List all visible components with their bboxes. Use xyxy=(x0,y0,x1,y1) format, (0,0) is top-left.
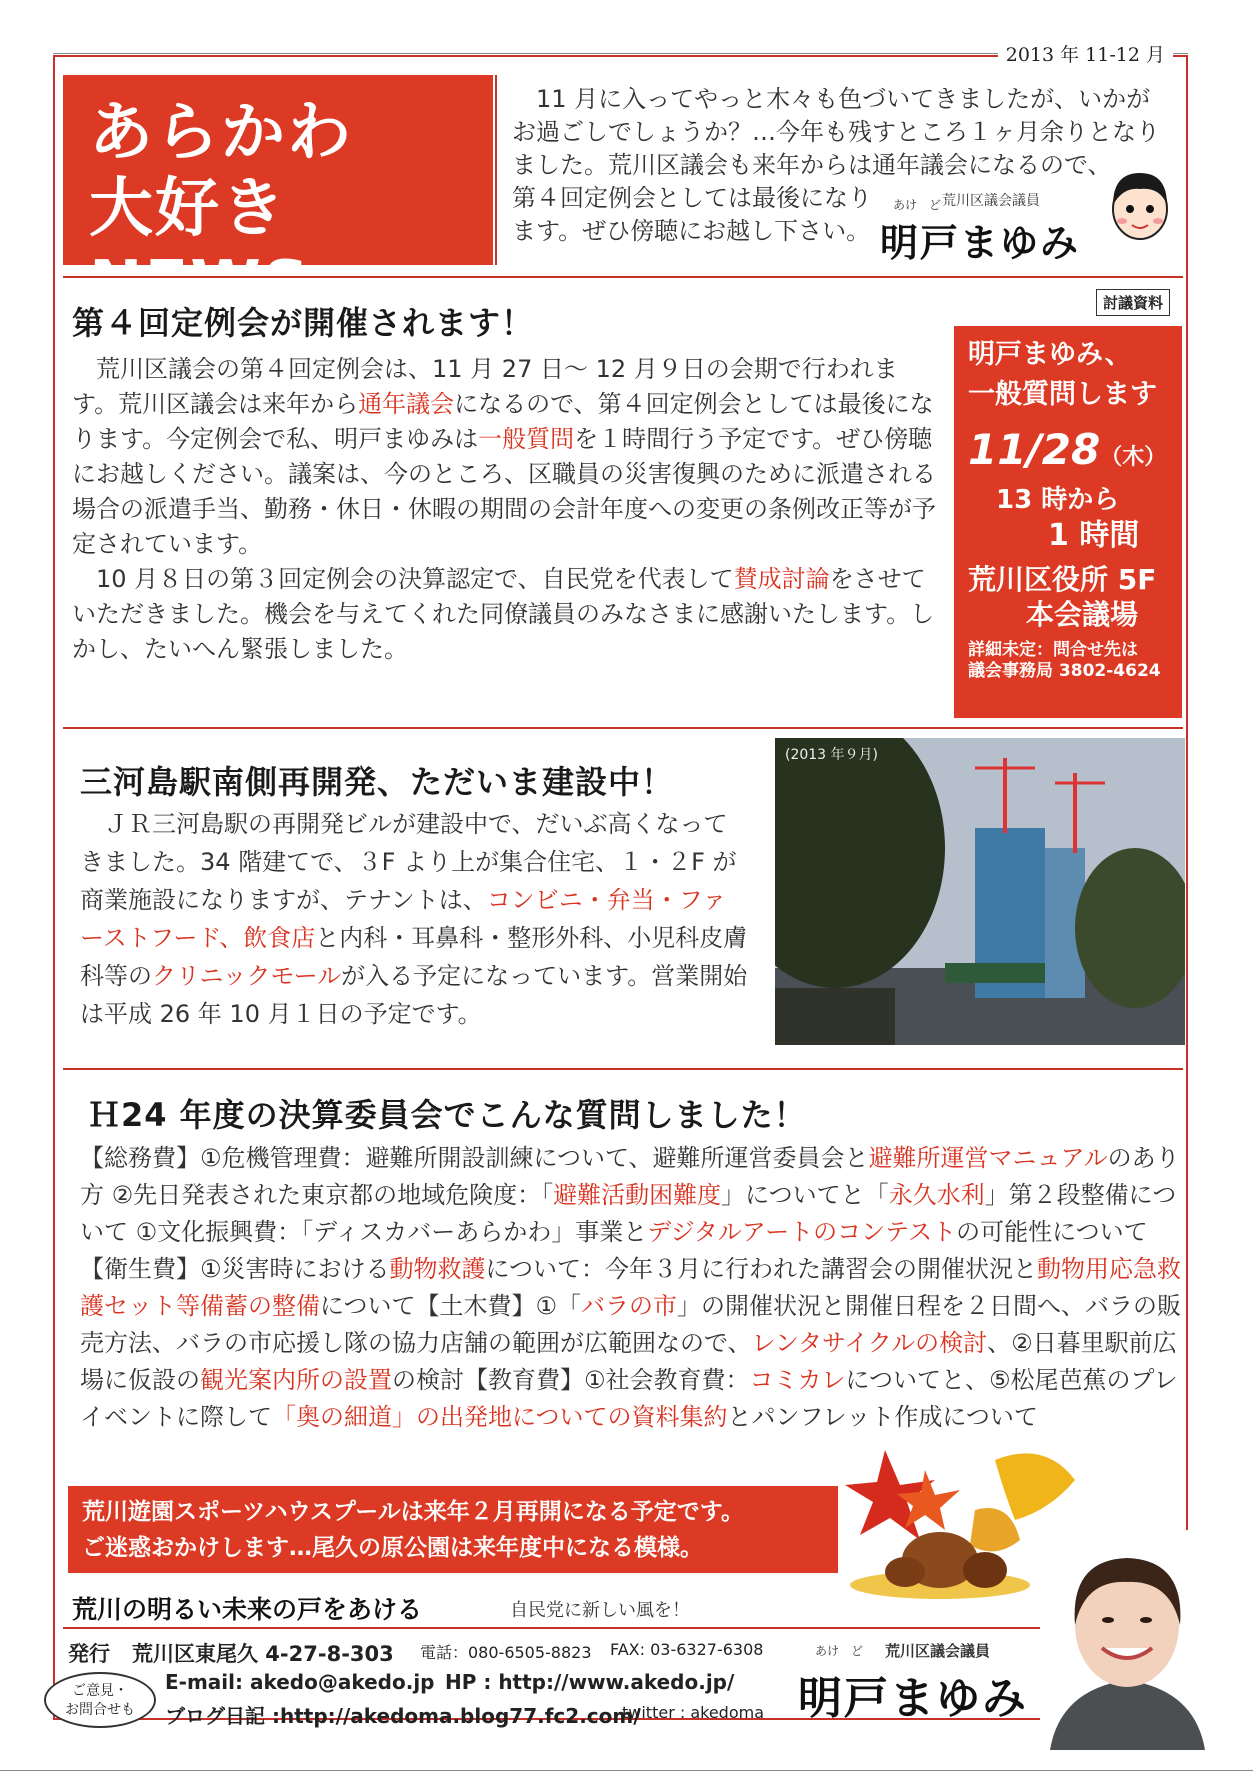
text-run: の検討【教育費】①社会教育費： xyxy=(392,1366,750,1394)
highlight: 「奥の細道」の出発地についての資料集約 xyxy=(272,1403,728,1431)
text-run: 、②日暮里駅前広場に仮設の xyxy=(80,1329,1177,1394)
text-run: についてと、⑤松尾芭蕉のプレイベントに際して xyxy=(80,1366,1178,1431)
text-run: 」の開催状況と開催日程を２日間へ、バラの販売方法、バラの市応援し隊の協力店舗の範囲が広範囲なので、 xyxy=(80,1292,1182,1357)
homepage-link[interactable]: HP : http://www.akedo.jp/ xyxy=(445,1670,735,1694)
article1-paragraph-2 xyxy=(72,562,942,667)
email-link[interactable]: E-mail: akedo@akedo.jp xyxy=(165,1670,435,1694)
text-run: 」についてと「 xyxy=(721,1181,889,1209)
intro-line-1: 11 月に入ってやっと木々も色づいてきましたが、いかが xyxy=(536,85,1151,113)
highlight: 永久水利 xyxy=(888,1181,985,1209)
signature-title: 荒川区議会議員 xyxy=(942,193,1040,209)
masthead-divider xyxy=(495,75,497,265)
callout-weekday: （木） xyxy=(1100,444,1167,470)
twitter-handle[interactable]: twitter : akedoma xyxy=(622,1703,765,1722)
text-run: 【総務費】①危機管理費：避難所開設訓練について、避難所運営委員会と xyxy=(80,1144,869,1172)
avatar-illustration xyxy=(1105,165,1175,245)
article2-heading: 三河島駅南側再開発、ただいま建設中！ xyxy=(80,763,675,801)
text-run: 荒川区議会の第４回定例会は、11 月 27 日～ 12 月９日の会期で行われます。荒川区議会は来年から xyxy=(72,355,898,418)
divider-2 xyxy=(63,727,1183,729)
intro-line-4: 第４回定例会としては最後になり xyxy=(512,184,872,212)
text-run: のあり方 ②先日発表された東京都の地域危険度：「 xyxy=(80,1144,1180,1209)
issue-date: 2013 年 11-12 月 xyxy=(998,40,1173,67)
publisher-label: 発行 xyxy=(68,1642,110,1666)
highlight: 動物救護 xyxy=(389,1255,486,1283)
phone-number: 電話：080-6505-8823 xyxy=(420,1643,592,1662)
callout-place-1: 荒川区役所 5F xyxy=(968,563,1157,596)
highlight: バラの市 xyxy=(581,1292,678,1320)
text-run: について：今年３月に行われた講習会の開催状況と xyxy=(485,1255,1038,1283)
banner-line-1: 荒川遊園スポーツハウスプールは来年２月再開になる予定です。 xyxy=(82,1499,744,1525)
bubble-line-1: ご意見・ xyxy=(72,1683,128,1699)
text-run: 」第２段整備について ①文化振興費：「ディスカバーあらかわ」事業と xyxy=(80,1181,1177,1246)
callout-note-1: 詳細未定：問合せ先は xyxy=(968,640,1138,660)
masthead xyxy=(63,75,493,322)
divider-3 xyxy=(63,1068,1183,1070)
highlight-general-question: 一般質問 xyxy=(478,425,575,453)
bottom-rule xyxy=(0,1770,1253,1771)
text-run: の可能性について【衛生費】①災害時における xyxy=(80,1218,1148,1283)
article1-paragraph-1 xyxy=(72,352,942,562)
bubble-line-2: お問合せも xyxy=(65,1702,135,1718)
photo-caption: (2013 年９月) xyxy=(785,747,879,763)
contact-bubble xyxy=(44,1672,156,1728)
text-run: 10 月８日の第３回定例会の決算認定で、自民党を代表して xyxy=(72,565,734,593)
publisher-address: 荒川区東尾久 4-27-8-303 xyxy=(132,1642,394,1666)
text-run: とパンフレット作成について xyxy=(727,1403,1038,1431)
masthead-line-2: 大好き NEWS xyxy=(89,172,311,322)
highlight: コミカレ xyxy=(749,1366,846,1394)
text-run: が入る予定になっています。営業開始は平成 26 年 10 月１日の予定です。 xyxy=(80,962,748,1028)
fax-number: FAX: 03-6327-6308 xyxy=(610,1640,764,1659)
construction-photo xyxy=(775,738,1185,1045)
signature-furigana: あけ ど xyxy=(893,198,942,212)
signature-name: 明戸まゆみ xyxy=(880,221,1081,265)
highlight: デジタルアートのコンテスト xyxy=(647,1218,957,1246)
text-run: について【土木費】①「 xyxy=(320,1292,582,1320)
callout-place-2: 本会議場 xyxy=(1026,598,1139,631)
footer-signature-furigana: あけ ど xyxy=(815,1644,864,1658)
highlight: レンタサイクルの検討 xyxy=(751,1329,988,1357)
divider-1 xyxy=(63,276,1183,278)
footer-signature-title: 荒川区議会議員 xyxy=(885,1642,991,1660)
callout-time-1: 13 時から xyxy=(996,485,1120,515)
callout-date: 11/28 xyxy=(968,424,1101,474)
text-run: になるので、第４回定例会としては最後になります。今定例会で私、明戸まゆみは xyxy=(72,390,934,453)
callout-line-2: 一般質問します xyxy=(968,378,1157,410)
masthead-line-1: あらかわ xyxy=(89,96,353,170)
article1-heading: 第４回定例会が開催されます！ xyxy=(72,304,535,342)
highlight: 観光案内所の設置 xyxy=(200,1366,392,1394)
intro-text xyxy=(512,83,1182,248)
article2-body xyxy=(80,805,748,1033)
text-run: をさせていただきました。機会を与えてくれた同僚議員のみなさまに感謝いたします。しかし、たいへん緊張しました。 xyxy=(72,565,935,663)
highlight: 避難活動困難度 xyxy=(553,1181,722,1209)
construction-photo-image xyxy=(775,738,1185,1045)
text-run: を１時間行う予定です。ぜひ傍聴にお越しください。議案は、今のところ、区職員の災害復興のために派遣される場合の派遣手当、勤務・休日・休暇の期間の会計年度への変更の条例改正等が予定されています。 xyxy=(72,425,936,558)
motto: 荒川の明るい未来の戸をあける xyxy=(72,1595,423,1624)
article3-body xyxy=(80,1140,1190,1436)
blog-link[interactable]: ブログ日記 :http://akedoma.blog77.fc2.com/ xyxy=(165,1704,641,1728)
highlight-year-round-session: 通年議会 xyxy=(358,390,455,418)
callout-note-2: 議会事務局 3802-4624 xyxy=(968,661,1161,682)
callout-time-2: 1 時間 xyxy=(1048,517,1140,553)
footer-signature-name: 明戸まゆみ xyxy=(798,1673,1028,1724)
article1-body xyxy=(72,352,942,667)
pool-reopening-banner xyxy=(68,1486,838,1573)
highlight-clinic-mall: クリニックモール xyxy=(152,962,342,990)
text-run: と内科・耳鼻科・整形外科、小児科皮膚科等の xyxy=(80,924,748,990)
callout-line-1: 明戸まゆみ、 xyxy=(968,339,1132,370)
highlight: 動物用応急救護セット等備蓄の整備 xyxy=(80,1255,1182,1320)
intro-line-5: ます。ぜひ傍聴にお越し下さい。 xyxy=(512,217,871,245)
highlight: 避難所運営マニュアル xyxy=(868,1144,1108,1172)
banner-line-2: ご迷惑おかけします…尾久の原公園は来年度中になる模様。 xyxy=(82,1535,703,1561)
article3-heading: Ｈ24 年度の決算委員会でこんな質問しました！ xyxy=(88,1096,807,1134)
portrait-photo xyxy=(1040,1530,1215,1750)
divider-4 xyxy=(63,1627,1043,1629)
intro-line-3: ました。荒川区議会も来年からは通年議会になるので、 xyxy=(512,151,1112,179)
text-run: ＪＲ三河島駅の再開発ビルが建設中で、だいぶ高くなってきました。34 階建てで、３F より上が集合住宅、１・２F が商業施設になりますが、テナントは、 xyxy=(80,810,737,914)
motto-subtitle: 自民党に新しい風を！ xyxy=(510,1600,690,1621)
discussion-material-tag: 討議資料 xyxy=(1096,289,1170,316)
question-callout xyxy=(954,326,1182,718)
highlight-support-debate: 賛成討論 xyxy=(733,565,830,593)
highlight-tenants: コンビニ・弁当・ファーストフード、飲食店 xyxy=(80,886,727,952)
intro-line-2: お過ごしでしょうか？…今年も残すところ１ヶ月余りとなり xyxy=(512,118,1160,146)
